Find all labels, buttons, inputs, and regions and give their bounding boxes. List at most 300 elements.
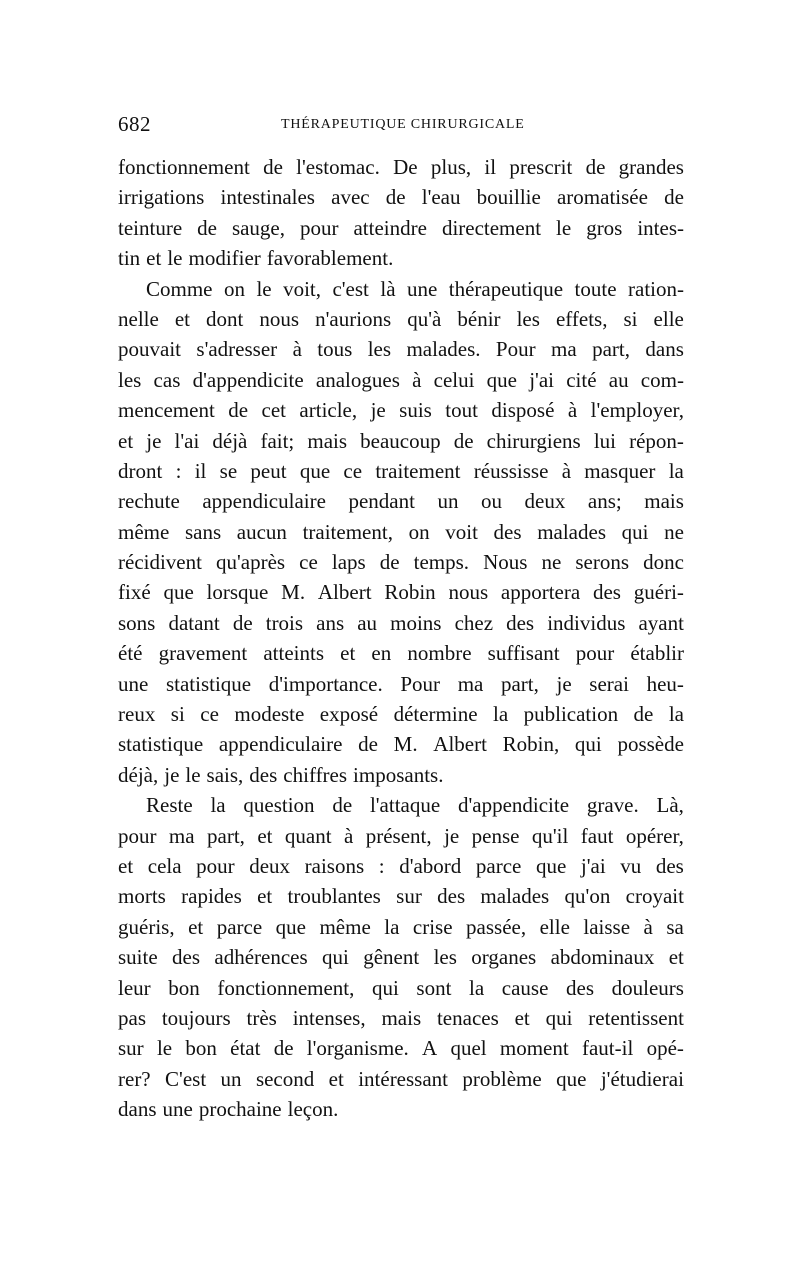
text-line: [118, 304, 684, 334]
word: faut-il: [581, 1036, 634, 1061]
word: j'ai: [529, 367, 554, 392]
word: com-: [640, 367, 684, 392]
word: :: [378, 853, 385, 878]
word: et: [514, 1005, 530, 1030]
word: nous: [259, 306, 300, 331]
word: que: [163, 580, 194, 605]
word: à: [643, 914, 653, 939]
word: disposé: [491, 398, 555, 423]
word: des: [249, 762, 278, 787]
word: de: [379, 550, 400, 575]
word: guéris,: [118, 914, 175, 939]
word: un: [220, 1066, 242, 1091]
word: d'importance.: [268, 671, 383, 696]
word: ma: [457, 671, 484, 696]
word: traitement: [375, 458, 461, 483]
word: voit: [445, 519, 478, 544]
word: pour: [196, 853, 235, 878]
word: qu'il: [531, 823, 569, 848]
word: opérer,: [625, 823, 684, 848]
word: elle: [653, 306, 684, 331]
word: traitement,: [302, 519, 393, 544]
word: et: [340, 641, 356, 666]
word: sa: [666, 914, 684, 939]
text-line: [118, 851, 684, 881]
word: trois: [265, 610, 304, 635]
word: Nous: [483, 550, 528, 575]
word: gênent: [363, 945, 420, 970]
word: Albert: [317, 580, 372, 605]
word: état: [230, 1036, 261, 1061]
word: le: [256, 276, 272, 301]
word: chirurgiens: [486, 428, 581, 453]
word: détermine: [393, 702, 478, 727]
word: exposé: [319, 702, 379, 727]
text-line: [118, 608, 684, 638]
word: déjà,: [118, 762, 159, 787]
word: qui: [574, 732, 602, 757]
word: laps: [331, 550, 366, 575]
text-line: [118, 517, 684, 547]
word: possède: [617, 732, 684, 757]
word: quant: [284, 823, 332, 848]
word: serons: [575, 550, 630, 575]
word: ne: [541, 550, 562, 575]
word: M.: [393, 732, 418, 757]
word: publication: [523, 702, 619, 727]
word: directement: [441, 215, 542, 240]
word: leçon.: [287, 1097, 339, 1122]
word: tous: [317, 337, 353, 362]
running-title: THÉRAPEUTIQUE CHIRURGICALE: [281, 117, 525, 132]
word: cas: [153, 367, 181, 392]
word: fixé: [118, 580, 151, 605]
word: à: [561, 458, 572, 483]
word: qui: [621, 519, 649, 544]
word: fait;: [260, 428, 295, 453]
word: je: [556, 671, 572, 696]
word: sais,: [206, 762, 244, 787]
word: analogues: [315, 367, 400, 392]
word: question: [243, 793, 315, 818]
word: ne: [664, 519, 684, 544]
word: de: [232, 610, 253, 635]
word: il: [194, 458, 207, 483]
word: ce: [343, 458, 363, 483]
word: l'eau: [421, 185, 461, 210]
word: individus: [547, 610, 626, 635]
word: au: [608, 367, 629, 392]
word: tout: [445, 398, 478, 423]
text-line: [118, 1094, 684, 1124]
word: présent,: [365, 823, 432, 848]
word: et: [257, 823, 273, 848]
text-line: [118, 790, 684, 820]
text-line: [118, 1003, 684, 1033]
text-line: [118, 334, 684, 364]
word: moins: [390, 610, 442, 635]
word: de: [228, 398, 249, 423]
text-line: [118, 547, 684, 577]
page-header: [118, 112, 684, 142]
word: la: [469, 975, 485, 1000]
word: si: [623, 306, 638, 331]
word: rer?: [118, 1066, 151, 1091]
word: gravement: [158, 641, 248, 666]
word: l'organisme.: [306, 1036, 409, 1061]
word: ce: [299, 550, 318, 575]
word: cela: [147, 853, 182, 878]
word: ou: [481, 489, 503, 514]
word: modifier: [188, 246, 261, 271]
word: d'appendicite: [457, 793, 570, 818]
word: fonctionnement,: [217, 975, 355, 1000]
word: je: [370, 398, 386, 423]
word: qu'à: [407, 306, 442, 331]
text-line: [118, 1064, 684, 1094]
word: une: [406, 276, 438, 301]
word: s'adresser: [196, 337, 278, 362]
word: reux: [118, 702, 156, 727]
word: la: [668, 458, 684, 483]
word: grandes: [618, 155, 684, 179]
word: sur: [118, 1036, 144, 1061]
word: masquer: [584, 458, 656, 483]
word: l'estomac.: [296, 155, 380, 179]
word: parce: [475, 853, 522, 878]
word: rapides: [181, 884, 242, 909]
word: sons: [118, 610, 156, 635]
word: Comme: [146, 276, 213, 301]
word: la: [493, 702, 509, 727]
word: malades: [537, 519, 606, 544]
word: plus,: [430, 155, 472, 179]
word: là: [380, 276, 396, 301]
word: bon: [185, 1036, 217, 1061]
word: des: [172, 945, 201, 970]
word: heu-: [646, 671, 684, 696]
word: et: [118, 853, 134, 878]
word: toute: [574, 276, 617, 301]
word: qu'après: [216, 550, 286, 575]
word: la: [384, 914, 400, 939]
word: Pour: [400, 671, 441, 696]
word: part,: [592, 337, 630, 362]
word: bon: [168, 975, 200, 1000]
word: pas: [118, 1005, 146, 1030]
word: de: [453, 428, 474, 453]
word: leur: [118, 975, 151, 1000]
word: guéri-: [633, 580, 684, 605]
word: pouvait: [118, 337, 181, 362]
word: intenses,: [292, 1005, 366, 1030]
text-line: [118, 638, 684, 668]
word: voit,: [283, 276, 321, 301]
word: opé-: [646, 1036, 684, 1061]
word: que: [486, 367, 517, 392]
word: de: [664, 185, 684, 210]
word: pendant: [348, 489, 415, 514]
word: l'attaque: [369, 793, 441, 818]
word: beaucoup: [360, 428, 441, 453]
word: faut: [580, 823, 614, 848]
word: d'abord: [399, 853, 462, 878]
word: de: [197, 215, 217, 240]
word: sur: [396, 884, 422, 909]
word: nelle: [118, 306, 159, 331]
word: n'aurions: [315, 306, 392, 331]
word: mais: [381, 1005, 422, 1030]
word: dont: [206, 306, 244, 331]
word: bouillie: [476, 185, 541, 210]
word: répon-: [629, 428, 684, 453]
word: de: [633, 702, 654, 727]
word: c'est: [332, 276, 369, 301]
text-line: [118, 821, 684, 851]
text-line: [118, 942, 684, 972]
word: croyait: [625, 884, 684, 909]
word: qui: [371, 975, 399, 1000]
word: imposants.: [353, 762, 444, 787]
word: mais: [307, 428, 348, 453]
word: raisons: [304, 853, 365, 878]
word: nous: [448, 580, 489, 605]
word: qu'on: [564, 884, 611, 909]
word: ce: [200, 702, 219, 727]
word: Là,: [656, 793, 684, 818]
word: et: [118, 428, 134, 453]
word: le: [556, 215, 572, 240]
word: quel: [450, 1036, 487, 1061]
word: deux: [249, 853, 291, 878]
page-number: 682: [118, 112, 151, 136]
text-line: [118, 426, 684, 456]
word: même: [118, 519, 170, 544]
word: le: [156, 1036, 173, 1061]
word: douleurs: [611, 975, 684, 1000]
word: le: [167, 246, 183, 271]
word: et: [328, 1066, 344, 1091]
word: les: [118, 367, 142, 392]
word: ans: [316, 610, 345, 635]
word: toujours: [161, 1005, 231, 1030]
word: suis: [399, 398, 432, 423]
word: l'ai: [174, 428, 200, 453]
word: vu: [620, 853, 642, 878]
word: second: [255, 1066, 315, 1091]
text-line: [118, 973, 684, 1003]
word: des: [566, 975, 595, 1000]
word: aromatisée: [556, 185, 648, 210]
word: tin: [118, 246, 141, 271]
word: très: [246, 1005, 277, 1030]
word: bénir: [457, 306, 501, 331]
word: récidivent: [118, 550, 202, 575]
text-line: [118, 213, 684, 243]
text-line: [118, 669, 684, 699]
word: au: [357, 610, 378, 635]
word: atteindre: [353, 215, 427, 240]
word: de: [585, 155, 606, 179]
word: et: [257, 884, 273, 909]
word: part,: [207, 823, 245, 848]
word: suffisant: [487, 641, 560, 666]
word: intes-: [637, 215, 684, 240]
word: article,: [299, 398, 358, 423]
text-line: [118, 365, 684, 395]
word: des: [506, 610, 535, 635]
word: même: [319, 914, 371, 939]
word: teinture: [118, 215, 183, 240]
word: temps.: [413, 550, 470, 575]
word: de: [358, 732, 378, 757]
word: suite: [118, 945, 158, 970]
word: datant: [168, 610, 220, 635]
word: ayant: [638, 610, 684, 635]
word: et: [188, 914, 204, 939]
word: des: [655, 853, 684, 878]
word: intéressant: [358, 1066, 449, 1091]
word: l'employer,: [590, 398, 684, 423]
text-line: [118, 881, 684, 911]
text-line: [118, 243, 684, 273]
word: sans: [184, 519, 222, 544]
word: modeste: [234, 702, 305, 727]
word: la: [668, 702, 684, 727]
word: une: [118, 671, 149, 696]
word: Robin: [384, 580, 436, 605]
word: Pour: [495, 337, 536, 362]
word: appendiculaire: [218, 732, 343, 757]
word: irrigations: [118, 185, 205, 210]
word: fonctionnement: [118, 155, 250, 179]
text-line: [118, 182, 684, 212]
text-line: [118, 699, 684, 729]
word: apportera: [500, 580, 581, 605]
word: pour: [300, 215, 339, 240]
word: ans;: [587, 489, 622, 514]
word: ma: [551, 337, 577, 362]
word: aucun: [236, 519, 287, 544]
word: effets,: [555, 306, 608, 331]
word: d'appendicite: [192, 367, 304, 392]
word: malades.: [406, 337, 481, 362]
word: ration-: [628, 276, 684, 301]
word: à: [412, 367, 422, 392]
word: qui: [545, 1005, 573, 1030]
word: de: [273, 1036, 294, 1061]
word: dans: [645, 337, 684, 362]
word: morts: [118, 884, 166, 909]
word: cet: [261, 398, 286, 423]
word: j'étudierai: [600, 1066, 684, 1091]
word: je: [146, 428, 162, 453]
word: C'est: [165, 1066, 207, 1091]
word: :: [175, 458, 182, 483]
word: sauge,: [231, 215, 286, 240]
word: favorablement.: [266, 246, 394, 271]
word: réussisse: [473, 458, 549, 483]
word: en: [371, 641, 392, 666]
word: cause: [501, 975, 549, 1000]
word: et: [668, 945, 684, 970]
text-line: [118, 274, 684, 304]
word: malades: [480, 884, 550, 909]
word: se: [219, 458, 238, 483]
word: les: [433, 945, 457, 970]
word: parce: [216, 914, 263, 939]
word: deux: [524, 489, 566, 514]
word: elle: [539, 914, 570, 939]
word: dans: [118, 1097, 157, 1122]
word: chiffres: [283, 762, 348, 787]
word: les: [367, 337, 392, 362]
word: statistique: [118, 732, 204, 757]
word: les: [516, 306, 540, 331]
word: prochaine: [198, 1097, 282, 1122]
word: dront: [118, 458, 163, 483]
word: que: [535, 853, 567, 878]
word: celui: [433, 367, 475, 392]
body-text: [118, 152, 684, 1125]
word: j'ai: [580, 853, 606, 878]
word: serai: [589, 671, 629, 696]
word: il: [484, 155, 497, 179]
text-line: [118, 577, 684, 607]
text-line: [118, 456, 684, 486]
word: nombre: [407, 641, 472, 666]
word: de: [263, 155, 283, 179]
word: thérapeutique: [448, 276, 564, 301]
word: M.: [281, 580, 306, 605]
word: lorsque: [206, 580, 269, 605]
word: gros: [586, 215, 623, 240]
word: été: [118, 641, 143, 666]
text-line: [118, 729, 684, 759]
word: peut: [250, 458, 287, 483]
word: une: [162, 1097, 193, 1122]
word: pour: [118, 823, 157, 848]
word: abdominaux: [550, 945, 655, 970]
word: et: [146, 246, 162, 271]
word: lui: [593, 428, 616, 453]
word: donc: [643, 550, 684, 575]
word: rechute: [118, 489, 180, 514]
word: qui: [322, 945, 349, 970]
word: organes: [471, 945, 537, 970]
word: part,: [500, 671, 539, 696]
word: A: [422, 1036, 438, 1061]
word: établir: [630, 641, 684, 666]
word: à: [567, 398, 578, 423]
word: à: [343, 823, 354, 848]
text-line: [118, 395, 684, 425]
text-line: [118, 760, 684, 790]
word: je: [164, 762, 180, 787]
word: pense: [471, 823, 520, 848]
word: retentissent: [588, 1005, 684, 1030]
text-line: [118, 152, 684, 182]
word: cité: [566, 367, 597, 392]
word: laisse: [583, 914, 631, 939]
word: on: [223, 276, 245, 301]
word: Robin,: [502, 732, 560, 757]
word: intestinales: [220, 185, 315, 210]
word: des: [493, 519, 522, 544]
word: de: [332, 793, 353, 818]
text-line: [118, 912, 684, 942]
word: des: [437, 884, 466, 909]
